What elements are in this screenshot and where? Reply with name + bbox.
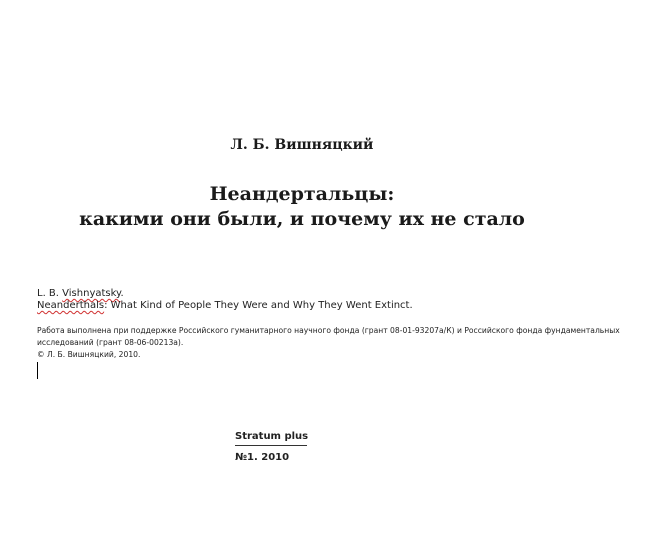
title-line-2: какими они были, и почему их не стало bbox=[79, 208, 525, 230]
spellcheck-word-neanderthals[interactable]: Neanderthals bbox=[37, 300, 105, 311]
english-author bbox=[37, 288, 413, 300]
grant-note: Работа выполнена при поддержке Российского гуманитарного научного фонда (грант 08-01-93207а/К) и Российского фонда фундаментальных исследований (грант 08-06-00213а). bbox=[37, 326, 620, 347]
author-name: Л. Б. Вишняцкий bbox=[230, 137, 374, 153]
english-title bbox=[37, 300, 413, 312]
english-author-prefix: L. B. bbox=[37, 288, 63, 299]
copyright-line: © Л. Б. Вишняцкий, 2010. bbox=[37, 350, 141, 359]
english-title-rest: : What Kind of People They Were and Why They Went Extinct. bbox=[104, 300, 413, 311]
journal-underline bbox=[235, 445, 307, 446]
text-cursor bbox=[37, 362, 38, 379]
grant-note-block bbox=[37, 325, 627, 361]
english-author-suffix: . bbox=[120, 288, 124, 299]
english-reference bbox=[37, 288, 413, 312]
issue-number: №1. 2010 bbox=[235, 452, 290, 463]
title-line-1: Неандертальцы: bbox=[209, 183, 395, 205]
journal-name: Stratum plus bbox=[235, 431, 309, 442]
spellcheck-word-vishnyatsky[interactable]: Vishnyatsky bbox=[62, 288, 121, 299]
